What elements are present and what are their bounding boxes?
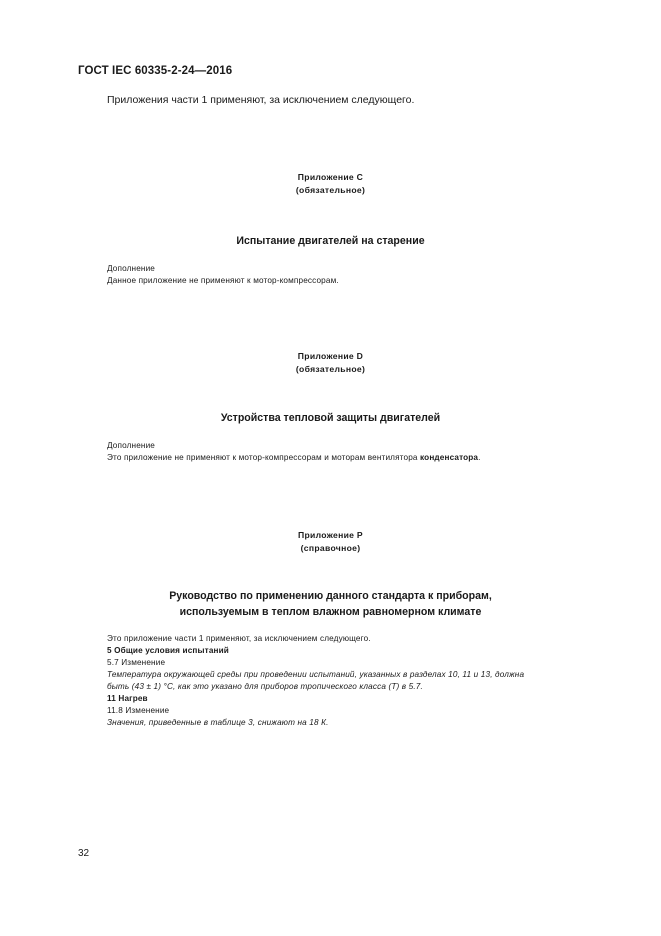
page-number: 32 <box>78 848 90 859</box>
annex-p-title-line2: используемым в теплом влажном равномерном климате <box>179 606 482 618</box>
clause-5-7: 5.7 Изменение <box>107 658 166 667</box>
annex-c-status: (обязательное) <box>295 185 366 195</box>
annex-p-title-line1: Руководство по применению данного стандарта к приборам, <box>169 590 492 602</box>
section-5-heading: 5 Общие условия испытаний <box>107 646 229 655</box>
annex-intro-text: Приложения части 1 применяют, за исключением следующего. <box>107 94 415 106</box>
clause-5-7-text-line2: быть (43 ± 1) °С, как это указано для приборов тропического класса (Т) в 5.7. <box>107 682 423 691</box>
annex-c-text: Данное приложение не применяют к мотор-компрессорам. <box>107 276 339 285</box>
annex-d-label: Приложение D <box>297 351 364 361</box>
clause-11-8-text: Значения, приведенные в таблице 3, снижают на 18 К. <box>107 718 329 727</box>
annex-c-label: Приложение С <box>297 172 364 182</box>
annex-d-text-bold: конденсатора <box>420 453 479 462</box>
annex-p-intro: Это приложение части 1 применяют, за исключением следующего. <box>107 634 371 643</box>
section-11-heading: 11 Нагрев <box>107 694 148 703</box>
annex-d-text: Это приложение не применяют к мотор-компрессорам и моторам вентилятора конденсатора. <box>107 453 481 462</box>
annex-d-supplement: Дополнение <box>107 441 155 450</box>
annex-c-title: Испытание двигателей на старение <box>236 235 425 247</box>
clause-5-7-text-line1: Температура окружающей среды при проведении испытаний, указанных в разделах 10, 11 и 13, должна <box>107 670 525 679</box>
annex-p-status: (справочное) <box>300 543 361 553</box>
annex-d-title: Устройства тепловой защиты двигателей <box>220 412 441 424</box>
annex-d-status: (обязательное) <box>295 364 366 374</box>
annex-c-supplement: Дополнение <box>107 264 155 273</box>
annex-p-label: Приложение Р <box>298 530 363 540</box>
clause-11-8: 11.8 Изменение <box>107 706 170 715</box>
document-id: ГОСТ IEC 60335-2-24—2016 <box>78 65 233 77</box>
